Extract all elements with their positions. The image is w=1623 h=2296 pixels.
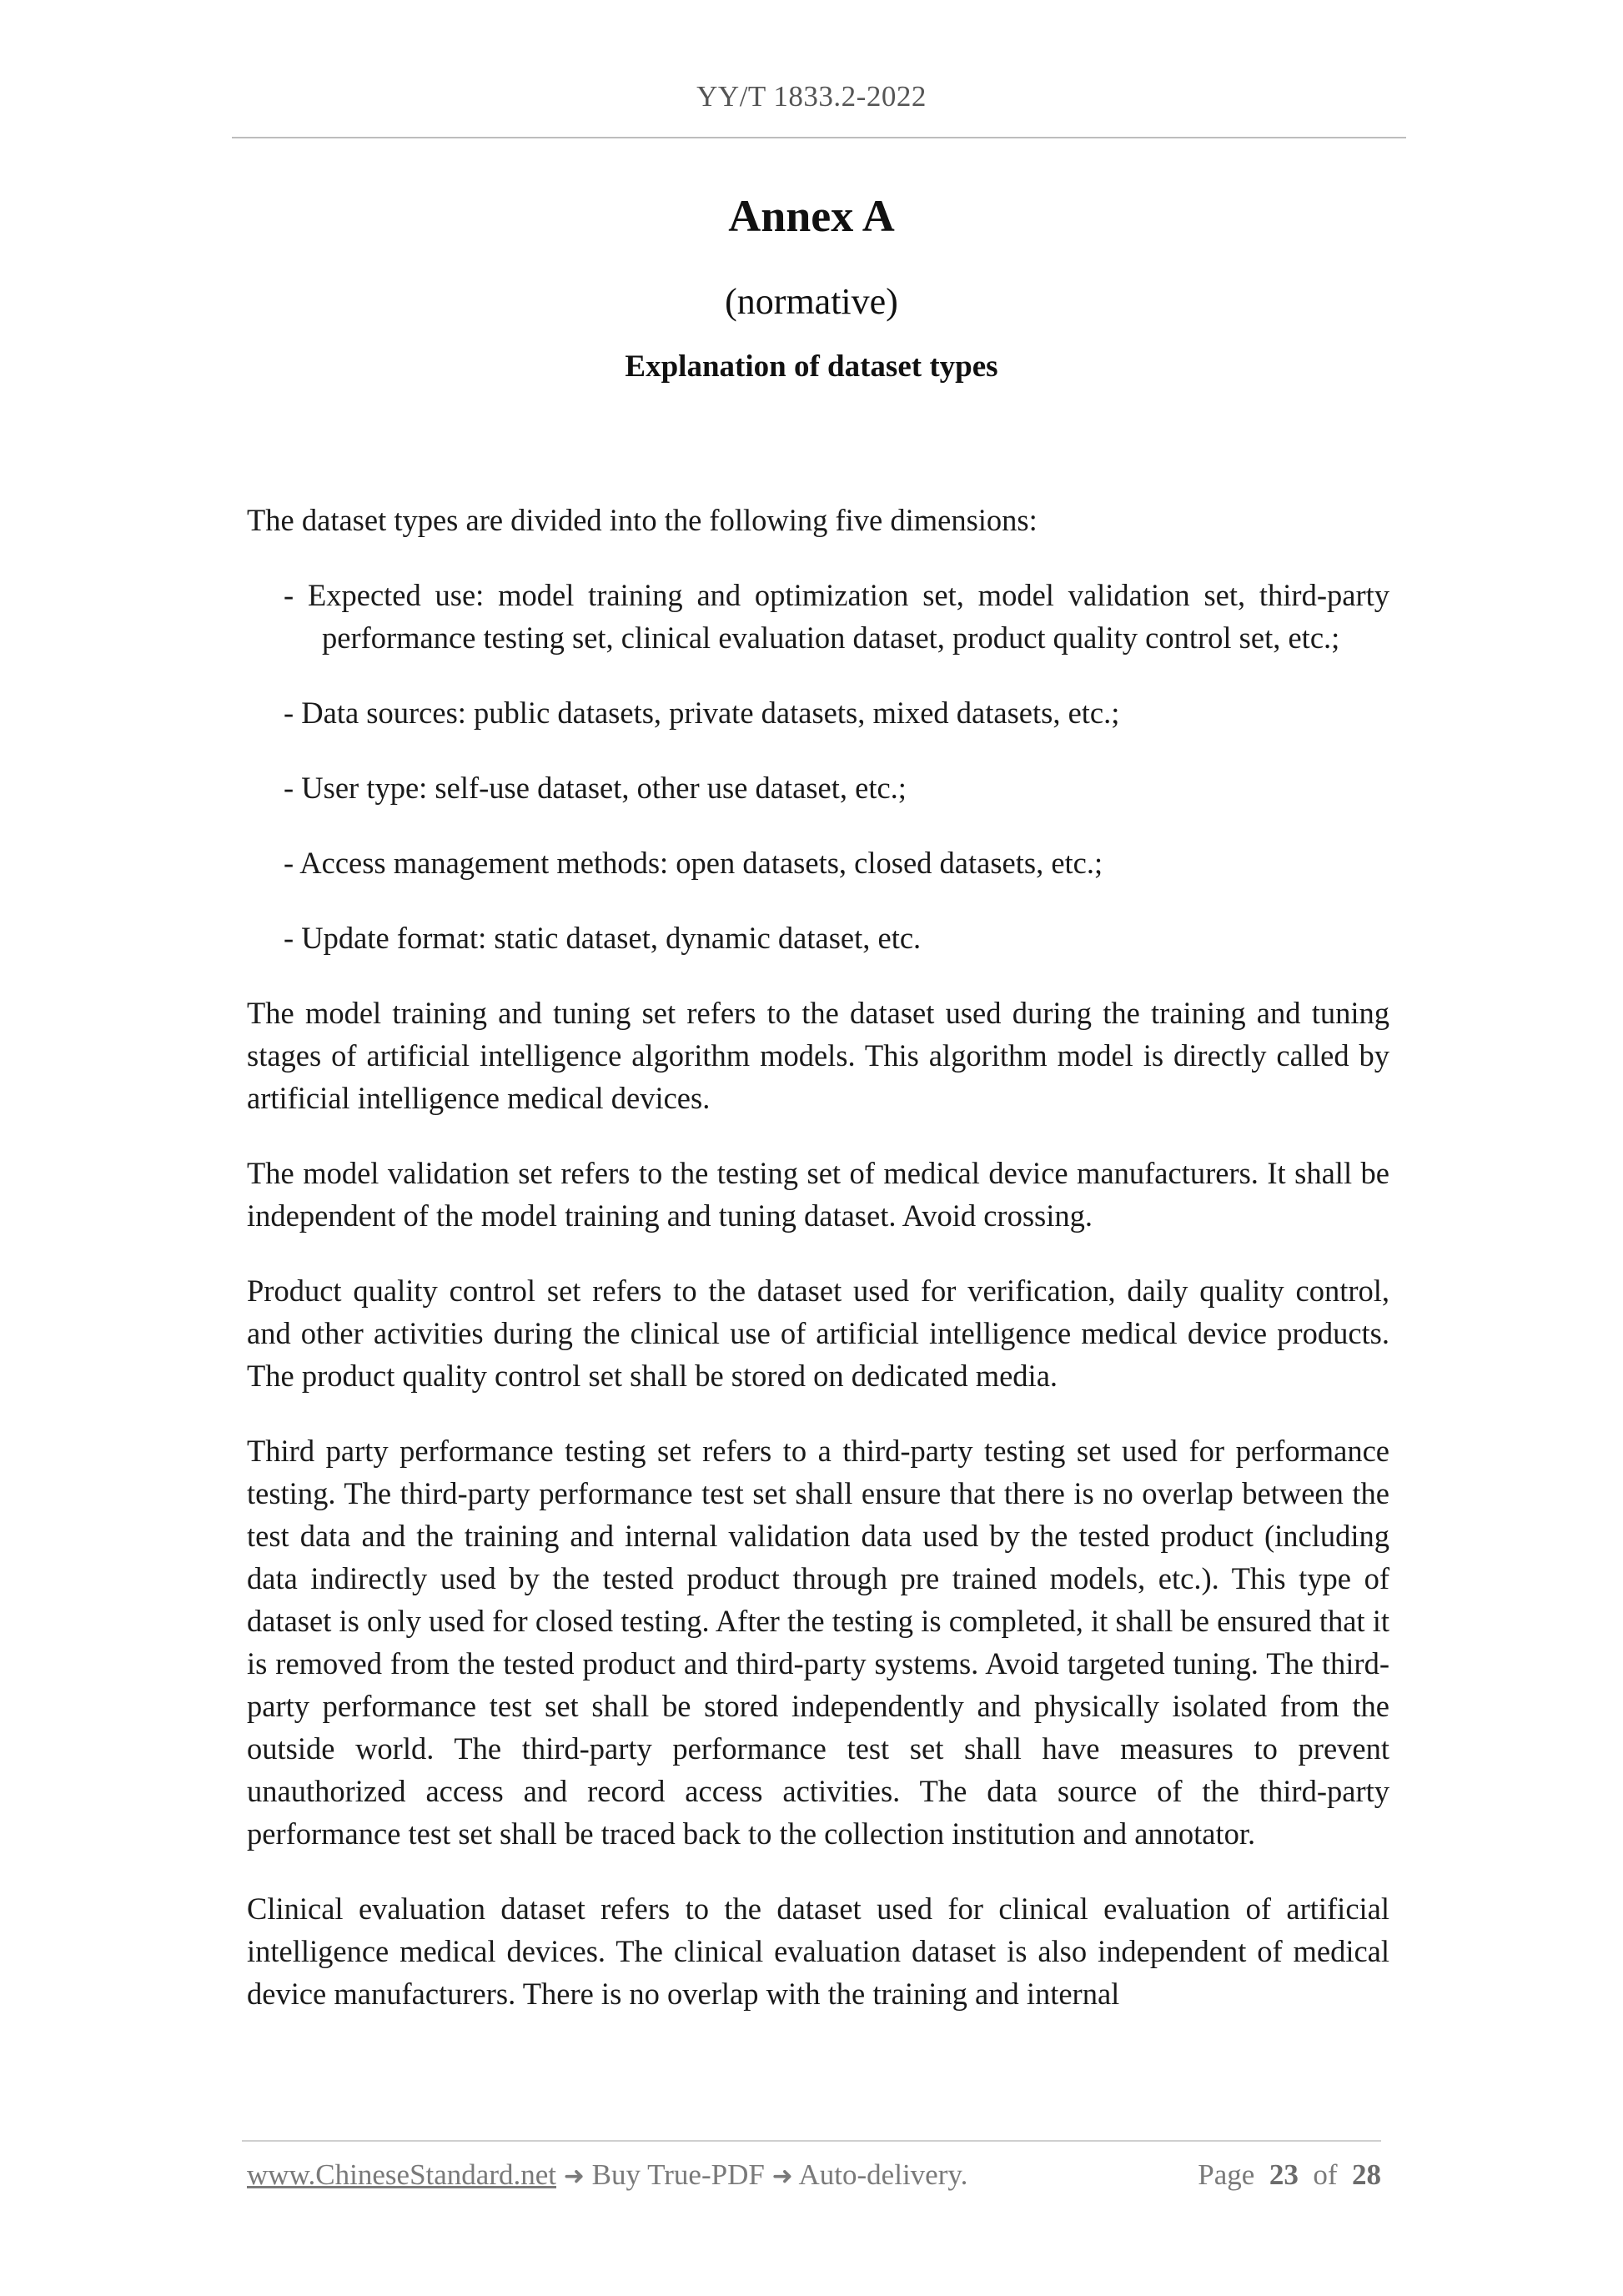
list-item: - Expected use: model training and optimization set, model validation set, third-party performance testing set, clinical evaluation dataset, product quality control set, etc.; [284,578,1389,655]
annex-nature: (normative) [725,281,898,322]
page-total: 28 [1352,2158,1381,2191]
header-divider [232,137,1406,138]
of-word: of [1313,2158,1338,2191]
annex-title: Annex A [728,191,895,241]
paragraph-validation-set: The model validation set refers to the testing set of medical device manufacturers. It shall be independent of the model training and tuning dataset. Avoid crossing. [247,1156,1389,1233]
site-link[interactable]: www.ChineseStandard.net [247,2158,556,2191]
paragraph-third-party-set: Third party performance testing set refers to a third-party testing set used for performance testing. The third-party performance test set shall ensure that there is no overlap between the test data and the training and internal validation data used by the tested product (including data indirectly used by the tested product through pre trained models, etc.). This type of dataset is only used for closed testing. After the testing is completed, it shall be ensured that it is removed from the tested product and third-party systems. Avoid targeted tuning. The third-party performance test set shall be stored independently and physically isolated from the outside world. The third-party performance test set shall have measures to prevent unauthorized access and record access activities. The data source of the third-party performance test set shall be traced back to the collection institution and annotator. [247,1434,1389,1851]
list-item: - User type: self-use dataset, other use dataset, etc.; [284,771,907,805]
footer-divider [242,2140,1381,2142]
paragraph-clinical-evaluation-set: Clinical evaluation dataset refers to the dataset used for clinical evaluation of artificial intelligence medical devices. The clinical evaluation dataset is also independent of medical device manufacturers. There is no overlap with the training and internal [247,1892,1389,2011]
delivery-text: Auto-delivery. [798,2158,968,2191]
document-code: YY/T 1833.2-2022 [696,80,927,113]
page-number [1198,2158,1381,2192]
list-item: - Access management methods: open datasets, closed datasets, etc.; [284,846,1103,880]
dimension-list [247,574,1389,959]
right-arrow-icon: ➜ [563,2162,585,2191]
right-arrow-icon: ➜ [771,2162,793,2191]
page-current: 23 [1269,2158,1299,2191]
buy-text: Buy True-PDF [591,2158,765,2191]
list-item: - Data sources: public datasets, private datasets, mixed datasets, etc.; [284,696,1120,730]
document-body [247,499,1389,2047]
page-word: Page [1198,2158,1255,2191]
paragraph-quality-control-set: Product quality control set refers to the dataset used for verification, daily quality control, and other activities during the clinical use of artificial intelligence medical device products. The product quality control set shall be stored on dedicated media. [247,1274,1389,1393]
intro-paragraph: The dataset types are divided into the following five dimensions: [247,503,1038,537]
annex-subject: Explanation of dataset types [625,349,998,384]
footer-promo [247,2158,967,2192]
paragraph-training-set: The model training and tuning set refers to the dataset used during the training and tuning stages of artificial intelligence algorithm models. This algorithm model is directly called by artificial intelligence medical devices. [247,996,1389,1115]
list-item: - Update format: static dataset, dynamic dataset, etc. [284,921,922,955]
